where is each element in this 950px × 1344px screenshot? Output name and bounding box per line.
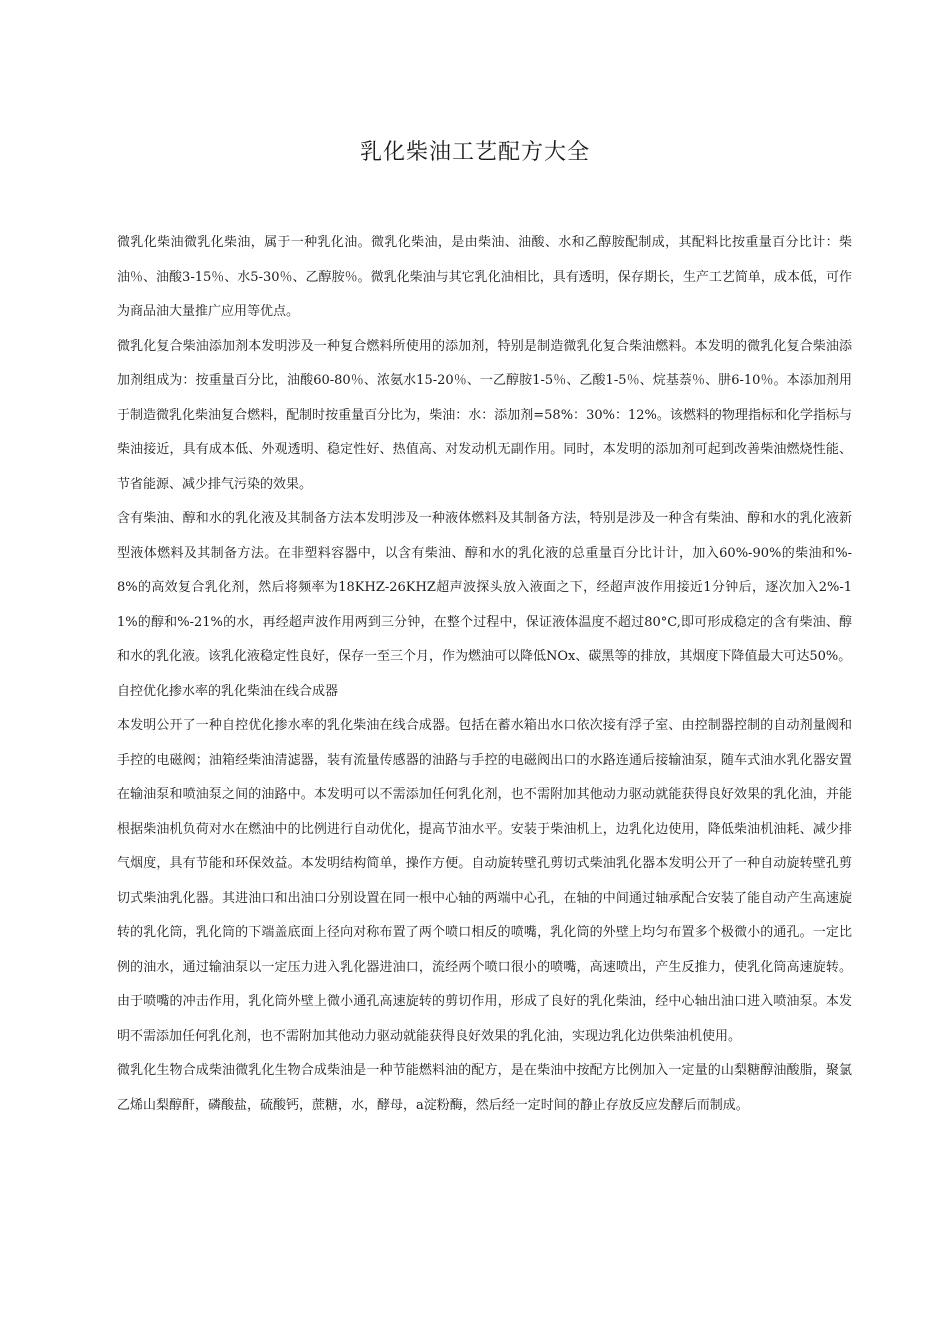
paragraph-bio-synthetic-diesel: 微乳化生物合成柴油微乳化生物合成柴油是一种节能燃料油的配方，是在柴油中按配方比例加入一定量的山梨糖醇油酸脂，聚氯乙烯山梨醇酐，磷酸盐，硫酸钙，蔗糖，水，酵母，a淀粉酶，然后经一定时间的静止存放反应发酵后而制成。 bbox=[117, 1063, 852, 1113]
document-title: 乳化柴油工艺配方大全 bbox=[359, 140, 590, 165]
paragraph-online-synthesizer: 本发明公开了一种自控优化掺水率的乳化柴油在线合成器。包括在蓄水箱出水口依次接有浮子室、由控制器控制的自动剂量阀和手控的电磁阀；油箱经柴油清滤器，装有流量传感器的油路与手控的电磁阀出口的水路连通后接输油泵，随车式油水乳化器安置在输油泵和喷油泵之间的油路中。本发明可以不需添加任何乳化剂，也不需附加其他动力驱动就能获得良好效果的乳化油，并能根据柴油机负荷对水在燃油中的比例进行自动优化，提高节油水平。安装于柴油机上，边乳化边使用，降低柴油机油耗、减少排气烟度，具有节能和环保效益。本发明结构简单，操作方便。自动旋转壁孔剪切式柴油乳化器本发明公开了一种自动旋转壁孔剪切式柴油乳化器。其进油口和出油口分别设置在同一根中心轴的两端中心孔，在轴的中间通过轴承配合安装了能自动产生高速旋转的乳化筒，乳化筒的下端盖底面上径向对称布置了两个喷口相反的喷嘴，乳化筒的外壁上均匀布置多个极微小的通孔。一定比例的油水，通过输油泵以一定压力进入乳化器进油口，流经两个喷口很小的喷嘴，高速喷出，产生反推力，使乳化筒高速旋转。由于喷嘴的冲击作用，乳化筒外壁上微小通孔高速旋转的剪切作用，形成了良好的乳化柴油，经中心轴出油口进入喷油泵。本发明不需添加任何乳化剂，也不需附加其他动力驱动就能获得良好效果的乳化油，实现边乳化边供柴油机使用。 bbox=[117, 718, 852, 1044]
paragraph-micro-emulsified-diesel: 微乳化柴油微乳化柴油，属于一种乳化油。微乳化柴油，是由柴油、油酸、水和乙醇胺配制成，其配料比按重量百分比计：柴油％、油酸3-15％、水5-30％、乙醇胺％。微乳化柴油与其它乳化油相比，具有透明，保存期长，生产工艺简单，成本低，可作为商品油大量推广应用等优点。 bbox=[117, 235, 852, 319]
paragraph-section-heading: 自控优化掺水率的乳化柴油在线合成器 bbox=[117, 683, 339, 699]
paragraph-diesel-alcohol-water-emulsion: 含有柴油、醇和水的乳化液及其制备方法本发明涉及一种液体燃料及其制备方法，特别是涉及一种含有柴油、醇和水的乳化液新型液体燃料及其制备方法。在非塑料容器中，以含有柴油、醇和水的乳化液的总重量百分比计计，加入60%-90%的柴油和%-8%的高效复合乳化剂，然后将频率为18KHZ-26KHZ超声波探头放入液面之下，经超声波作用接近1分钟后，逐次加入2%-11%的醇和%-21%的水，再经超声波作用两到三分钟，在整个过程中，保证液体温度不超过80°C,即可形成稳定的含有柴油、醇和水的乳化液。该乳化液稳定性良好，保存一至三个月，作为燃油可以降低NOx、碳黑等的排放，其烟度下降值最大可达50%。 bbox=[117, 511, 852, 664]
document-body bbox=[117, 226, 852, 1123]
paragraph-composite-additive: 微乳化复合柴油添加剂本发明涉及一种复合燃料所使用的添加剂，特别是制造微乳化复合柴油燃料。本发明的微乳化复合柴油添加剂组成为：按重量百分比，油酸60-80％、浓氨水15-20％、一乙醇胺1-5％、乙酸1-5％、烷基萘％、肼6-10％。本添加剂用于制造微乳化柴油复合燃料，配制时按重量百分比为，柴油：水：添加剂=58%：30%：12%。该燃料的物理指标和化学指标与柴油接近，具有成本低、外观透明、稳定性好、热值高、对发动机无副作用。同时，本发明的添加剂可起到改善柴油燃烧性能、节省能源、减少排气污染的效果。 bbox=[117, 338, 852, 492]
